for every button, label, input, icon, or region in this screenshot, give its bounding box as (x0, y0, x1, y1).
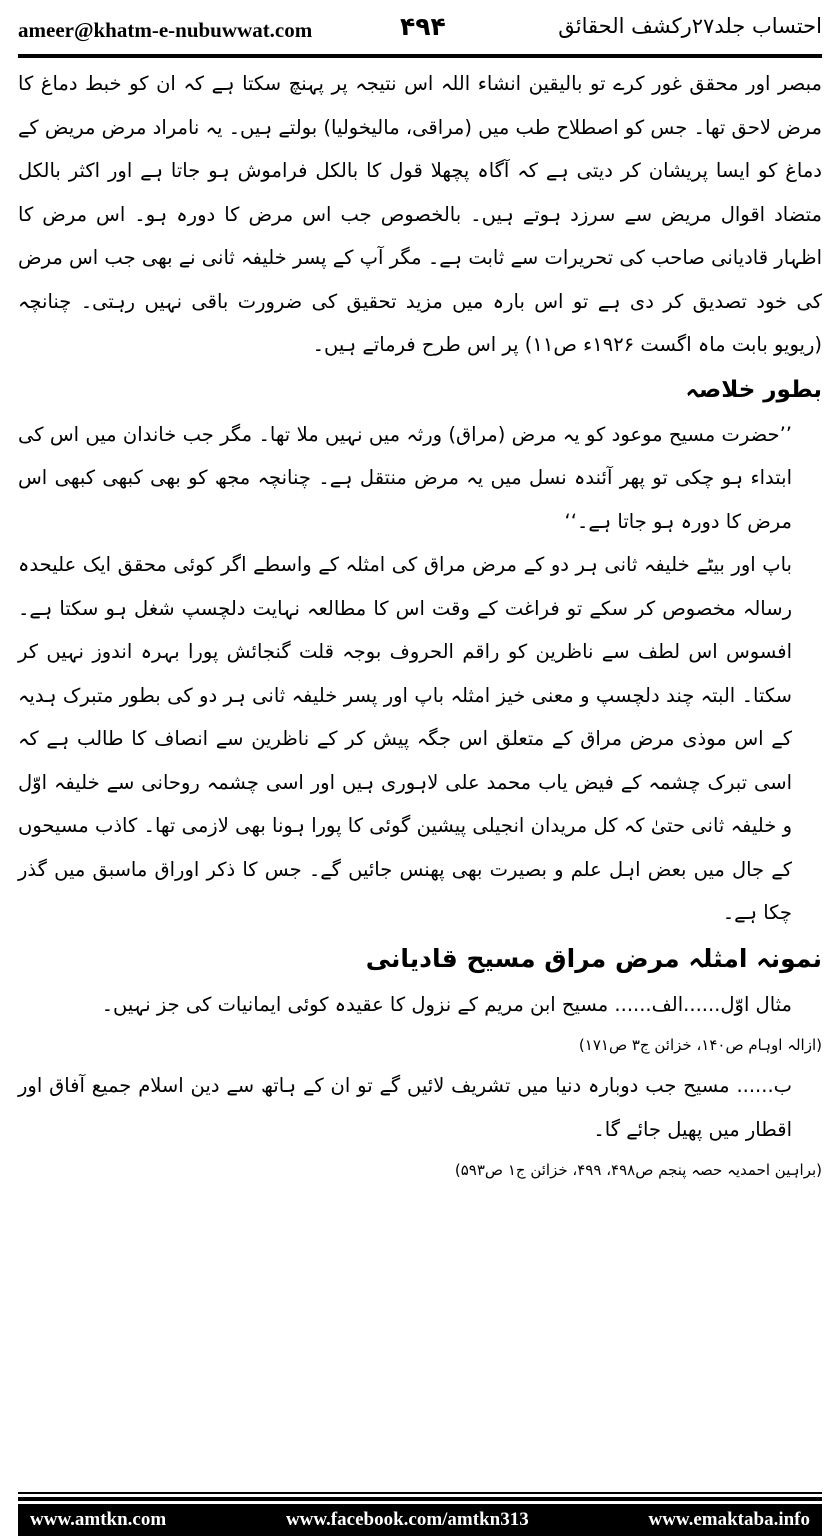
block-quote: ’’حضرت مسیح موعود کو یہ مرض (مراق) ورثہ میں نہیں ملا تھا۔ مگر جب خاندان میں اس کی ابتداء ہو چکی تو پھر آئندہ نسل میں یہ مرض منتقل ہے۔ چنانچہ مجھ کو بھی کبھی کبھی اس مرض کا دورہ ہو جاتا ہے۔‘‘ (18, 422, 792, 533)
footer-link-amtkn[interactable]: www.amtkn.com (30, 1509, 167, 1530)
section-heading-examples: نمونہ امثلہ مرض مراق مسیح قادیانی (365, 943, 822, 973)
footer-rule-thick (18, 1497, 822, 1501)
page-header (18, 12, 822, 48)
footer-link-facebook[interactable]: www.facebook.com/amtkn313 (285, 1509, 529, 1530)
header-email: ameer@khatm-e-nubuwwat.com (18, 18, 313, 42)
footer-link-emaktaba[interactable]: www.emaktaba.info (648, 1509, 810, 1530)
reference-first: (ازالہ اوہام ص۱۴۰، خزائن ج۳ ص۱۷۱) (578, 1036, 822, 1054)
page-footer (18, 1504, 822, 1536)
header-rule (18, 54, 822, 58)
page-number: ۴۹۴ (400, 12, 446, 41)
example-first: مثال اوّل......الف...... مسیح ابن مریم کے نزول کا عقیدہ کوئی ایمانیات کی جز نہیں۔ (101, 992, 792, 1016)
paragraph-discussion: باپ اور بیٹے خلیفہ ثانی ہر دو کے مرض مراق کی امثلہ کے واسطے اگر کوئی محقق ایک علیحدہ رسالہ مخصوص کر سکے تو فراغت کے وقت اس کا مطالعہ نہایت دلچسپ شغل ہو سکتا ہے۔ افسوس اس لطف سے ناظرین کو راقم الحروف بوجہ قلت گنجائش پورا بہرہ اندوز نہیں کر سکتا۔ البتہ چند دلچسپ و معنی خیز امثلہ باپ اور پسر خلیفہ ثانی ہر دو کی بطور متبرک ہدیہ کے اس موذی مرض مراق کے متعلق اس جگہ پیش کر کے ناظرین سے انصاف کا طالب ہے کہ اسی تبرک چشمہ کے فیض یاب محمد علی لاہوری ہیں اور اسی چشمہ روحانی سے خلیفہ اوّل و خلیفہ ثانی حتیٰ کہ کل مریدان انجیلی پیشین گوئی کا پورا ہونا بھی لازمی تھا۔ کاذب مسیحوں کے جال میں بعض اہل علم و بصیرت بھی پھنس جائیں گے۔ جس کا ذکر اوراق ماسبق میں گذر چکا ہے۔ (18, 553, 792, 924)
example-second: ب...... مسیح جب دوبارہ دنیا میں تشریف لائیں گے تو ان کے ہاتھ سے دین اسلام جمیع آفاق اور اقطار میں پھیل جائے گا۔ (18, 1074, 792, 1141)
page-content (18, 62, 822, 1189)
section-heading-summary: بطور خلاصہ (685, 376, 822, 403)
reference-second: (براہین احمدیہ حصہ پنجم ص۴۹۸، ۴۹۹، خزائن ج۱ ص۵۹۳) (454, 1161, 822, 1179)
paragraph-intro: مبصر اور محقق غور کرے تو بالیقین انشاء اللہ اس نتیجہ پر پہنچ سکتا ہے کہ ان کو خبط دماغ کا مرض لاحق تھا۔ جس کو اصطلاح طب میں (مراقی، مالیخولیا) بولتے ہیں۔ یہ نامراد مرض مریض کے دماغ کو ایسا پریشان کر دیتی ہے کہ آگاہ پچھلا قول کا بالکل فراموش ہو جاتا ہے اور اکثر بالکل متضاد اقوال مریض سے سرزد ہوتے ہیں۔ بالخصوص جب اس مرض کا دورہ ہو۔ اس مرض کا اظہار قادیانی صاحب کی تحریرات سے ثابت ہے۔ مگر آپ کے پسر خلیفہ ثانی نے بھی جب اس مرض کی خود تصدیق کر دی ہے تو اس بارہ میں مزید تحقیق کی ضرورت باقی نہیں رہتی۔ چنانچہ (ریویو بابت ماہ اگست ۱۹۲۶ء ص۱۱) پر اس طرح فرماتے ہیں۔ (18, 72, 822, 356)
book-title: احتساب جلد۲۷رکشف الحقائق (558, 14, 822, 38)
footer-rule-thin (18, 1492, 822, 1494)
